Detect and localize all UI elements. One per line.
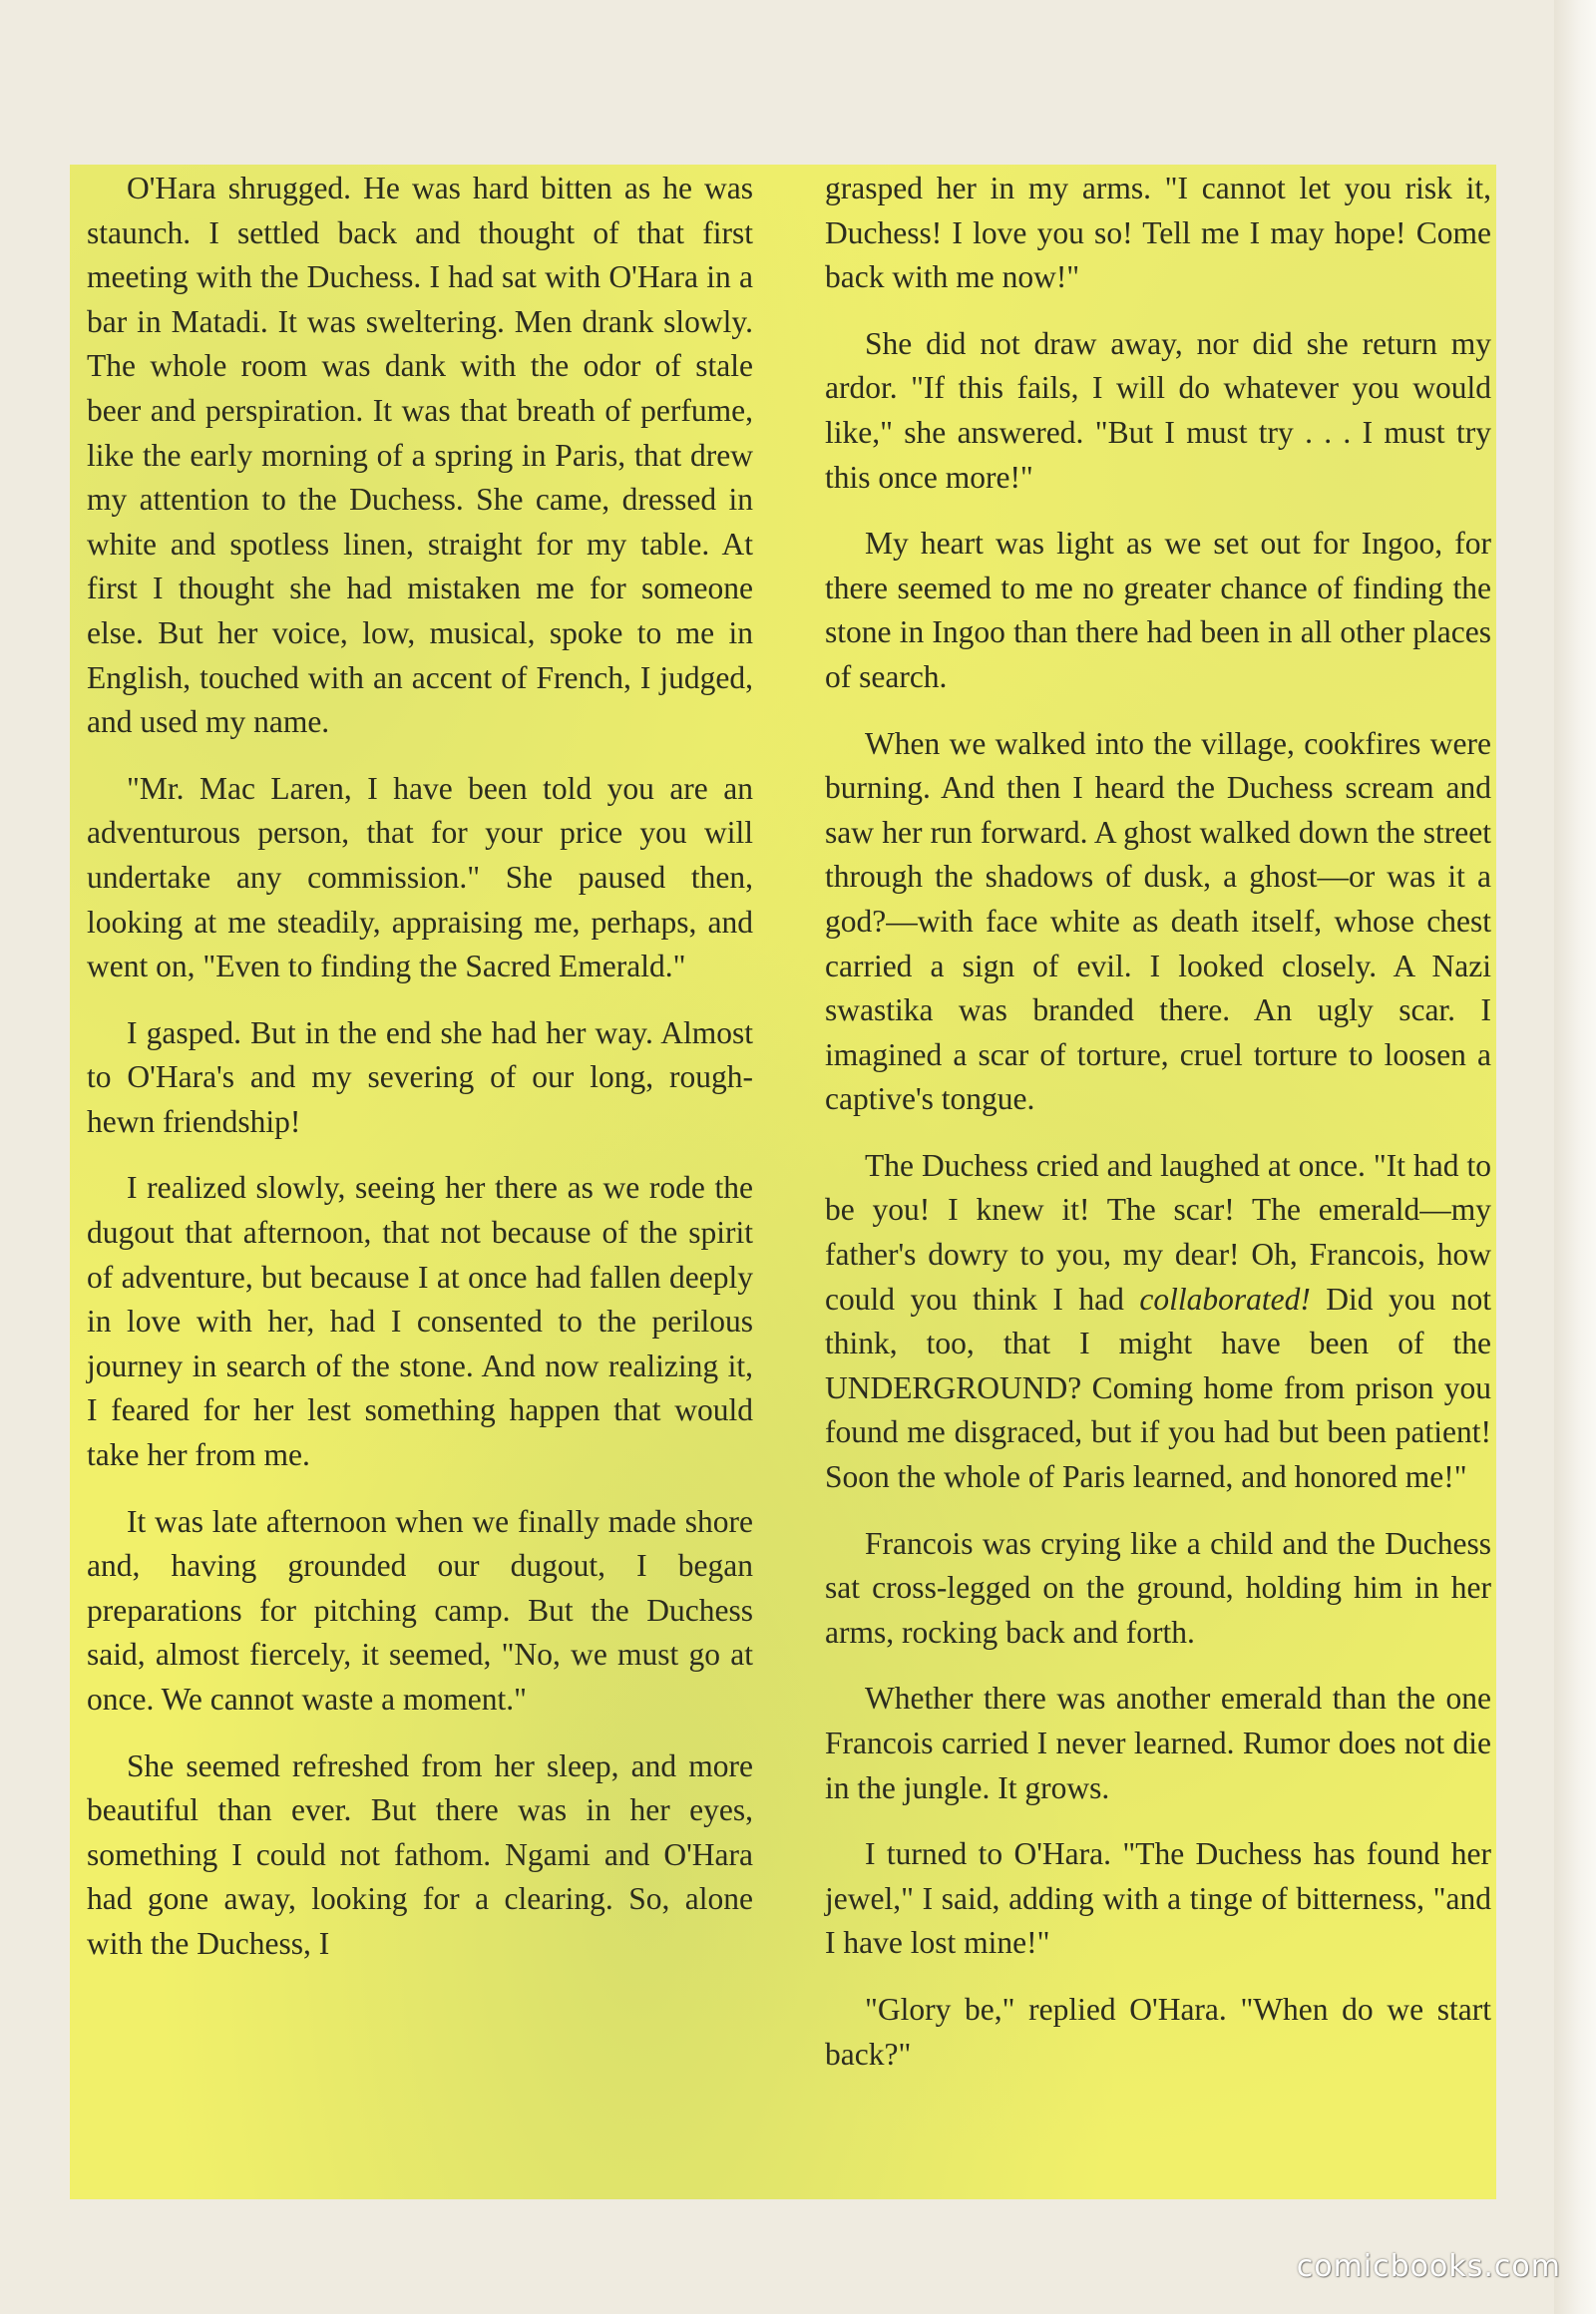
paragraph-text: The Duchess cried and laughed at once. "It had to be you! I knew it! The scar! The emerald—my father's dowry to you, my dear! Oh, Francois, how could you think I had [825, 1147, 1491, 1317]
paragraph: "Mr. Mac Laren, I have been told you are an adventurous person, that for your price you will undertake any commission." She paused then, looking at me steadily, appraising me, perhaps, and went on, "Even to finding the Sacred Emerald." [87, 770, 753, 984]
right-column [825, 167, 1491, 2099]
watermark: comicbooks.com [1296, 2249, 1561, 2284]
paragraph: Whether there was another emerald than the one Francois carried I never learned. Rumor does not die in the jungle. It grows. [825, 1681, 1491, 1805]
paragraph: My heart was light as we set out for Ingoo, for there seemed to me no greater chance of finding the stone in Ingoo than there had been in all other places of search. [825, 526, 1491, 694]
paragraph: It was late afternoon when we finally made shore and, having grounded our dugout, I began preparations for pitching camp. But the Duchess said, almost fiercely, it seemed, "No, we must go at once. We cannot waste a moment." [87, 1503, 753, 1717]
italic-text: collaborated! [1139, 1281, 1311, 1317]
paragraph: When we walked into the village, cookfires were burning. And then I heard the Duchess scream and saw her run forward. A ghost walked down the street through the shadows of dusk, a ghost—or was it a god?—with face white as death itself, whose chest carried a sign of evil. I looked closely. A Nazi swastika was branded there. An ugly scar. I imagined a scar of torture, cruel torture to loosen a captive's tongue. [825, 725, 1491, 1117]
paragraph: Francois was crying like a child and the Duchess sat cross-legged on the ground, holding him in her arms, rocking back and forth. [825, 1525, 1491, 1650]
paragraph: O'Hara shrugged. He was hard bitten as he was staunch. I settled back and thought of that first meeting with the Duchess. I had sat with O'Hara in a bar in Matadi. It was sweltering. Men drank slowly. The whole room was dank with the odor of stale beer and perspiration. It was that breath of perfume, like the early morning of a spring in Paris, that drew my attention to the Duchess. She came, dressed in white and spotless linen, straight for my table. At first I thought she had mistaken me for someone else. But her voice, low, musical, spoke to me in English, touched with an accent of French, I judged, and used my name. [87, 171, 753, 740]
paragraph: She seemed refreshed from her sleep, and more beautiful than ever. But there was in her eyes, something I could not fathom. Ngami and O'Hara had gone away, looking for a clearing. So, alone with the Duchess, I [87, 1747, 753, 1961]
paragraph: "Glory be," replied O'Hara. "When do we start back?" [825, 1991, 1491, 2072]
paragraph: I turned to O'Hara. "The Duchess has found her jewel," I said, adding with a tinge of bitterness, "and I have lost mine!" [825, 1836, 1491, 1961]
paragraph: I gasped. But in the end she had her way. Almost to O'Hara's and my severing of our long, rough-hewn friendship! [87, 1014, 753, 1139]
paragraph [825, 1144, 1491, 1500]
text-panel [70, 165, 1496, 2199]
left-column [87, 167, 753, 1989]
paragraph-text: Did you not think, too, that I might have been of the UNDERGROUND? Coming home from prison you found me disgraced, but if you had but been patient! Soon the whole of Paris learned, and honored me!" [825, 1281, 1491, 1495]
page-edge [1554, 0, 1596, 2314]
paragraph: She did not draw away, nor did she return my ardor. "If this fails, I will do whatever you would like," she answered. "But I must try . . . I must try this once more!" [825, 325, 1491, 495]
paragraph: grasped her in my arms. "I cannot let you risk it, Duchess! I love you so! Tell me I may hope! Come back with me now!" [825, 171, 1491, 295]
paragraph: I realized slowly, seeing her there as we rode the dugout that afternoon, that not because of the spirit of adventure, but because I at once had fallen deeply in love with her, had I consented to the perilous journey in search of the stone. And now realizing it, I feared for her lest something happen that would take her from me. [87, 1170, 753, 1473]
